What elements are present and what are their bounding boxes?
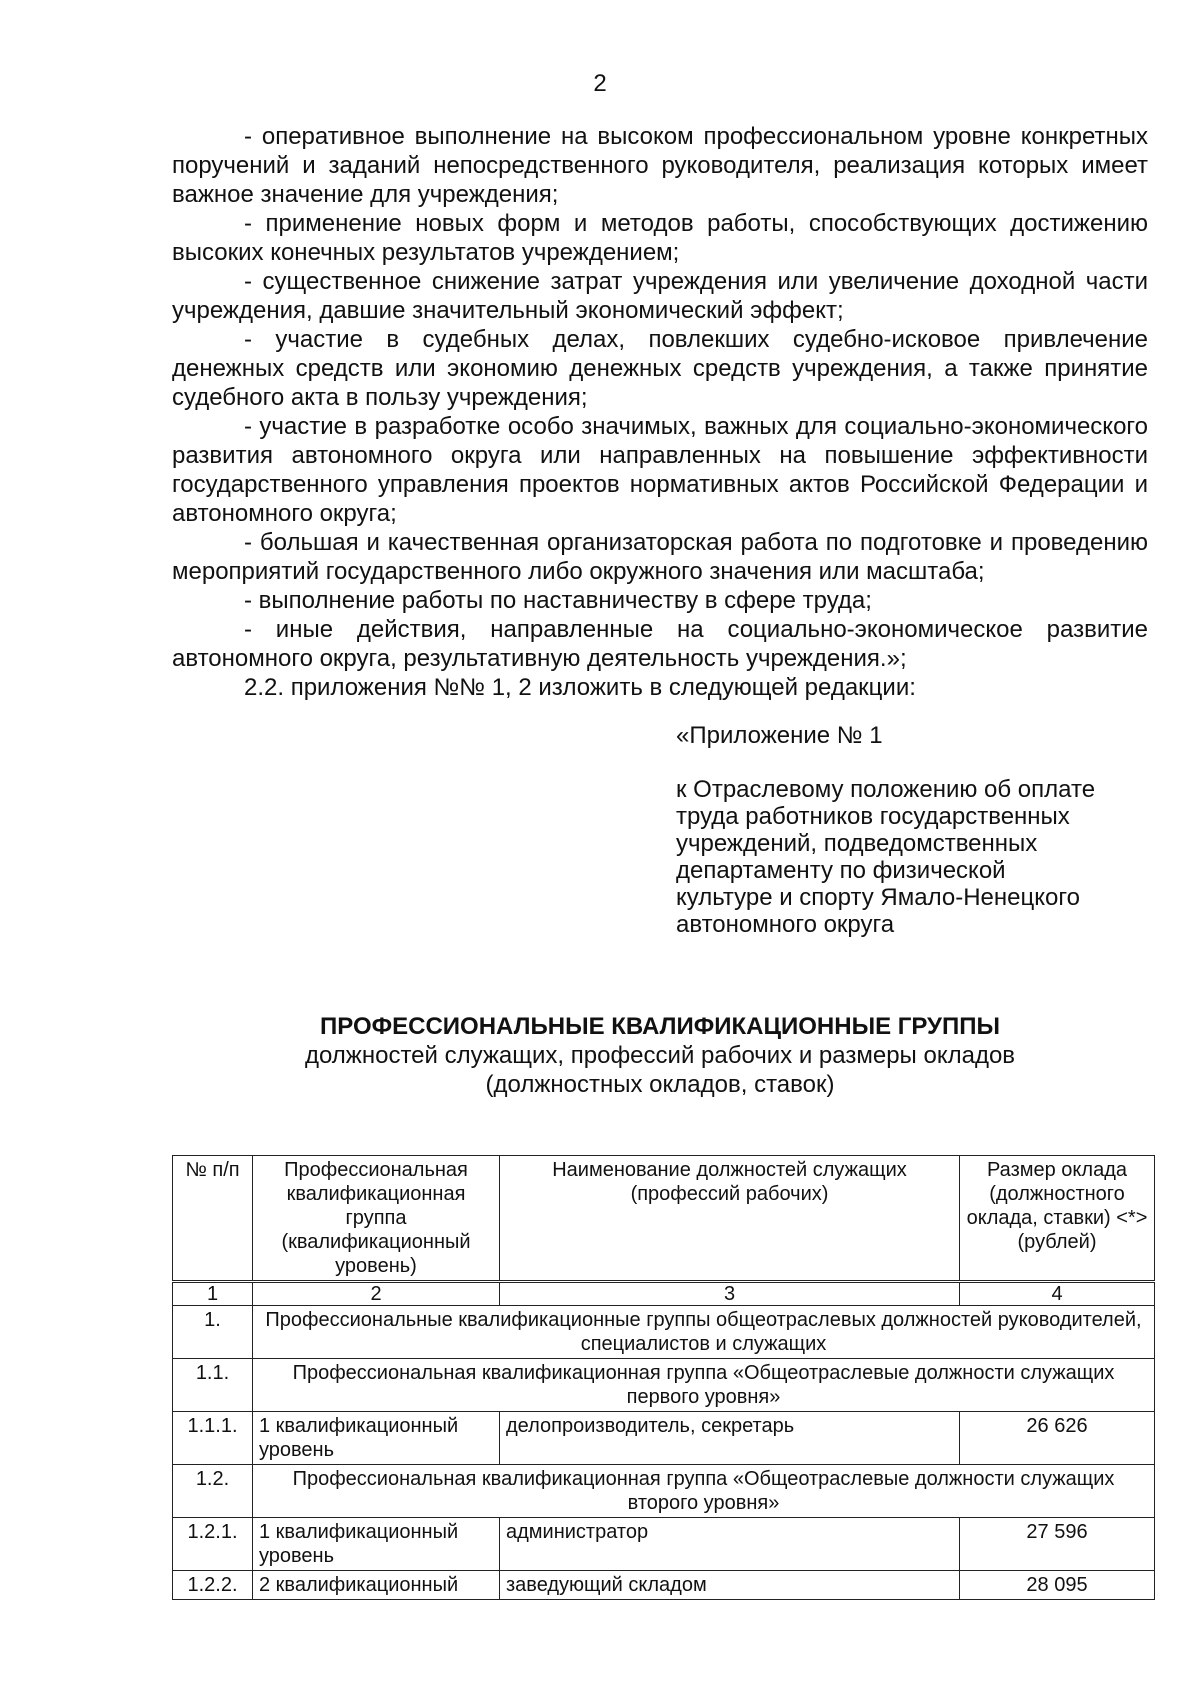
row-number: 1.2.2. — [173, 1571, 253, 1600]
paragraph: - большая и качественная организаторская работа по подготовке и проведению мероприятий государственного либо окружного значения или масштаба; — [172, 529, 1148, 585]
index-cell: 4 — [960, 1282, 1155, 1306]
paragraph: 2.2. приложения №№ 1, 2 изложить в следующей редакции: — [244, 674, 916, 701]
paragraph: - участие в судебных делах, повлекших судебно-исковое привлечение денежных средств или экономию денежных средств учреждения, а также принятие судебного акта в пользу учреждения; — [172, 326, 1148, 411]
salary-value: 27 596 — [960, 1518, 1155, 1571]
paragraph: - выполнение работы по наставничеству в сфере труда; — [244, 587, 872, 614]
paragraph: - существенное снижение затрат учреждения или увеличение доходной части учреждения, давшие значительный экономический эффект; — [172, 268, 1148, 324]
heading-subtitle: (должностных окладов, ставок) — [485, 1071, 835, 1098]
appendix-description: к Отраслевому положению об оплате труда работников государственных учреждений, подведомственных департаменту по физической культуре и спорту Ямало-Ненецкого автономного округа — [676, 776, 1096, 938]
salary-value: 28 095 — [960, 1571, 1155, 1600]
appendix-title: «Приложение № 1 — [676, 722, 883, 749]
position-name: заведующий складом — [500, 1571, 960, 1600]
group-title: Профессиональная квалификационная группа «Общеотраслевые должности служащих первого уровня» — [253, 1359, 1155, 1412]
salary-table-wrapper — [172, 1155, 1154, 1600]
heading-subtitle: должностей служащих, профессий рабочих и размеры окладов — [304, 1042, 1016, 1069]
header-cell: Наименование должностей служащих (профессий рабочих) — [500, 1156, 960, 1282]
index-cell: 1 — [173, 1282, 253, 1306]
table-row — [173, 1571, 1155, 1600]
paragraph: - участие в разработке особо значимых, важных для социально-экономического развития автономного округа или направленных на повышение эффективности государственного управления проектов нормативных актов Российской Федерации и автономного округа; — [172, 413, 1148, 527]
header-cell: № п/п — [173, 1156, 253, 1282]
group-title: Профессиональные квалификационные группы общеотраслевых должностей руководителей, специалистов и служащих — [253, 1306, 1155, 1359]
table-row — [173, 1359, 1155, 1412]
index-cell: 2 — [253, 1282, 500, 1306]
table-header-row — [173, 1156, 1155, 1282]
paragraph: - оперативное выполнение на высоком профессиональном уровне конкретных поручений и заданий непосредственного руководителя, реализация которых имеет важное значение для учреждения; — [172, 123, 1148, 208]
position-name: делопроизводитель, секретарь — [500, 1412, 960, 1465]
row-number: 1. — [173, 1306, 253, 1359]
row-number: 1.1. — [173, 1359, 253, 1412]
position-name: администратор — [500, 1518, 960, 1571]
document-heading — [172, 1012, 1148, 1099]
heading-title: ПРОФЕССИОНАЛЬНЫЕ КВАЛИФИКАЦИОННЫЕ ГРУППЫ — [320, 1013, 1000, 1040]
row-number: 1.1.1. — [173, 1412, 253, 1465]
appendix-block — [676, 722, 1156, 938]
salary-table — [172, 1155, 1155, 1600]
salary-value: 26 626 — [960, 1412, 1155, 1465]
row-number: 1.2.1. — [173, 1518, 253, 1571]
table-row — [173, 1465, 1155, 1518]
group-title: Профессиональная квалификационная группа «Общеотраслевые должности служащих второго уровня» — [253, 1465, 1155, 1518]
table-row — [173, 1518, 1155, 1571]
table-row — [173, 1412, 1155, 1465]
index-cell: 3 — [500, 1282, 960, 1306]
header-cell: Профессиональная квалификационная группа (квалификационный уровень) — [253, 1156, 500, 1282]
column-index-row — [173, 1282, 1155, 1306]
paragraph: - применение новых форм и методов работы, способствующих достижению высоких конечных результатов учреждением; — [172, 210, 1148, 266]
table-row — [173, 1306, 1155, 1359]
paragraph: - иные действия, направленные на социально-экономическое развитие автономного округа, результативную деятельность учреждения.»; — [172, 616, 1148, 672]
qualification-level: 2 квалификационный — [253, 1571, 500, 1600]
qualification-level: 1 квалификационный уровень — [253, 1412, 500, 1465]
body-text — [172, 122, 1148, 702]
row-number: 1.2. — [173, 1465, 253, 1518]
header-cell: Размер оклада (должностного оклада, ставки) <*> (рублей) — [960, 1156, 1155, 1282]
qualification-level: 1 квалификационный уровень — [253, 1518, 500, 1571]
page-number: 2 — [593, 70, 607, 97]
